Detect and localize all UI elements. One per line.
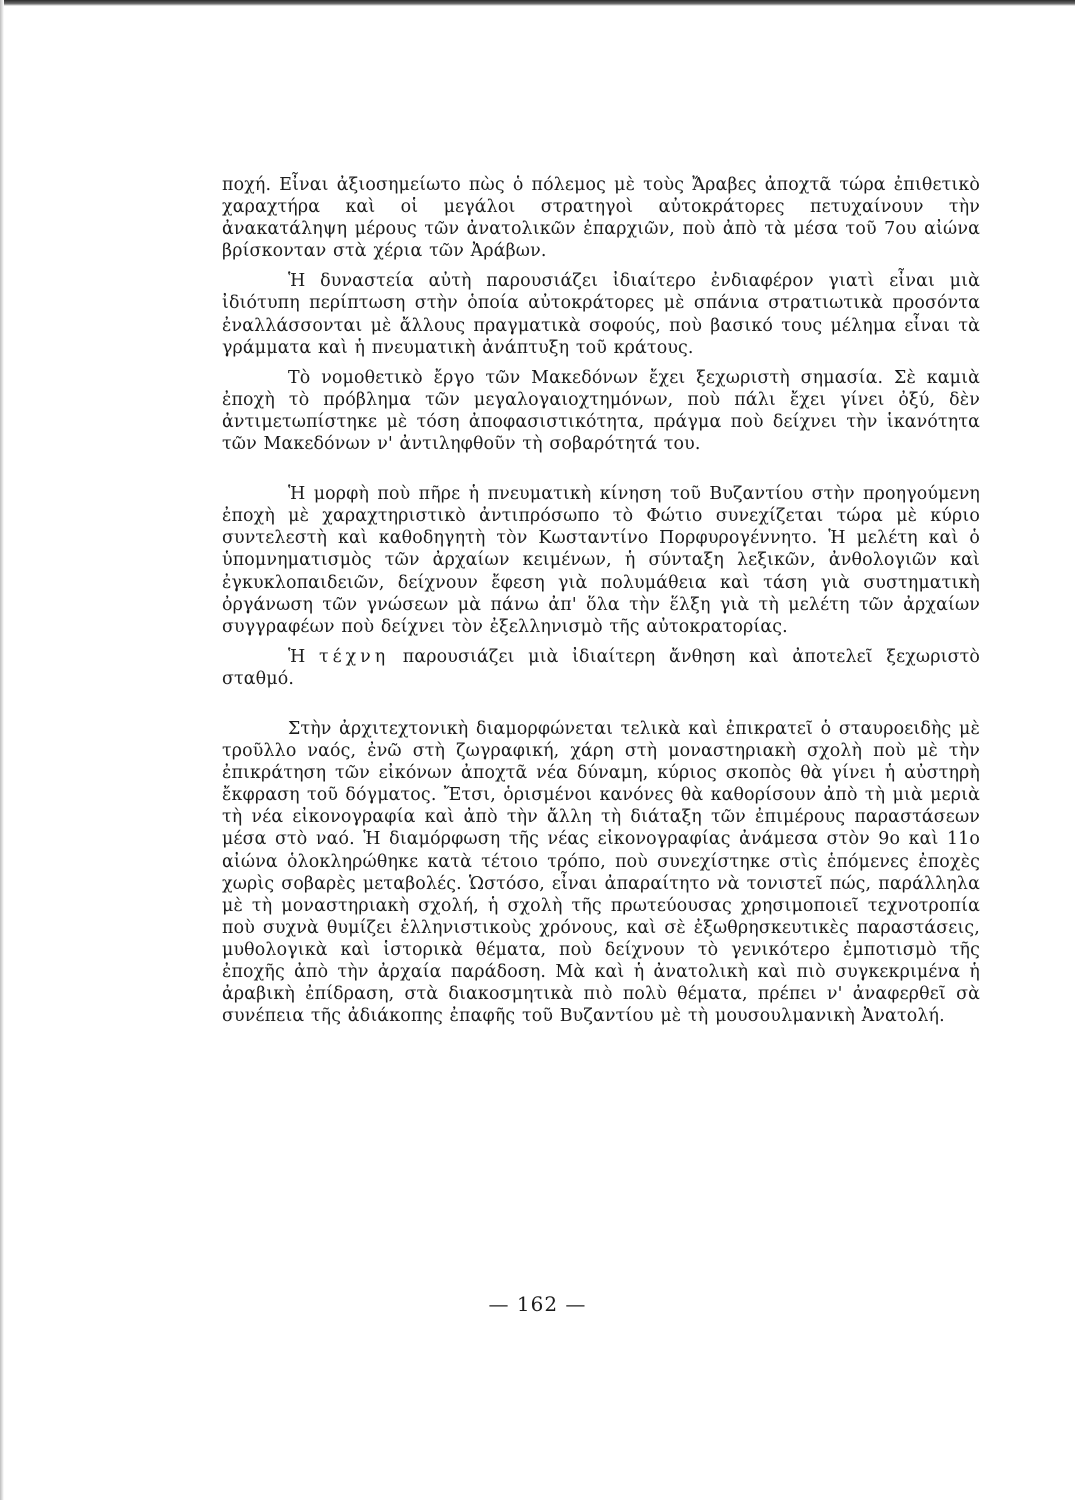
- paragraph-architecture-painting: Στὴν ἀρχιτεχτονικὴ διαμορφώνεται τελικὰ καὶ ἐπικρατεῖ ὁ σταυροειδὴς μὲ τροῦλλο ναός, ἐνῶ στὴ ζωγραφική, χάρη στὴ μοναστηριακὴ σχολὴ ποὺ μὲ τὴν ἐπικράτηση τῶν εἰκόνων ἀποχτᾶ νέα δύναμη, κύριος σκοπὸς θὰ γίνει ἡ αὐστηρὴ ἔκφραση τοῦ δόγματος. Ἔτσι, ὁρισμένοι κανόνες θὰ καθορίσουν ἀπὸ τὴ μιὰ μεριὰ τὴ νέα εἰκονογραφία καὶ ἀπὸ τὴν ἄλλη τὴ διάταξη τῶν ἐπιμέρους παραστάσεων μέσα στὸ ναό. Ἡ διαμόρφωση τῆς νέας εἰκονογραφίας ἀνάμεσα στὸν 9ο καὶ 11ο αἰώνα ὁλοκληρώθηκε κατὰ τέτοιο τρόπο, ποὺ συνεχίστηκε στὶς ἑπόμενες ἐποχὲς χωρὶς σοβαρὲς μεταβολές. Ὡστόσο, εἶναι ἀπαραίτητο νὰ τονιστεῖ πώς, παράλληλα μὲ τὴ μοναστηριακὴ σχολή, ἡ σχολὴ τῆς πρωτεύουσας χρησιμοποιεῖ τεχνοτροπία ποὺ συχνὰ θυμίζει ἑλληνιστικοὺς χρόνους, καὶ σὲ ἐξωθρησκευτικὲς παραστάσεις, μυθολογικὰ καὶ ἱστορικὰ θέματα, ποὺ δείχνουν τὸ γενικότερο ἐμποτισμὸ τῆς ἐποχῆς ἀπὸ τὴν ἀρχαία παράδοση. Μὰ καὶ ἡ ἀνατολικὴ καὶ πιὸ συγκεκριμένα ἡ ἀραβικὴ ἐπίδραση, στὰ διακοσμητικὰ πιὸ πολὺ θέματα, πρέπει ν' ἀναφερθεῖ σὰ συνέπεια τῆς ἀδιάκοπης ἐπαφῆς τοῦ Βυζαντίου μὲ τὴ μουσουλμανικὴ Ἀνατολή.: [222, 718, 980, 1027]
- page-body: [222, 174, 980, 1027]
- page-number: — 162 —: [488, 1292, 587, 1316]
- scan-top-edge: [0, 0, 1075, 6]
- paragraph-dynasty: Ἡ δυναστεία αὐτὴ παρουσιάζει ἰδιαίτερο ἐνδιαφέρον γιατὶ εἶναι μιὰ ἰδιότυπη περίπτωση στὴν ὁποία αὐτοκράτορες μὲ σπάνια στρατιωτικὰ προσόντα ἐναλλάσσονται μὲ ἄλλους πραγματικὰ σοφούς, ποὺ βασικό τους μέλημα εἶναι τὰ γράμματα καὶ ἡ πνευματικὴ ἀνάπτυξη τοῦ κράτους.: [222, 271, 980, 358]
- paragraph-arab-wars: ποχή. Εἶναι ἀξιοσημείωτο πὼς ὁ πόλεμος μὲ τοὺς Ἄραβες ἀποχτᾶ τώρα ἐπιθετικὸ χαραχτήρα καὶ οἱ μεγάλοι στρατηγοὶ αὐτοκράτορες πετυχαίνουν τὴν ἀνακατάληψη μέρους τῶν ἀνατολικῶν ἐπαρχιῶν, ποὺ ἀπὸ τὰ μέσα τοῦ 7ου αἰώνα βρίσκονταν στὰ χέρια τῶν Ἀράβων.: [222, 175, 980, 262]
- art-lead: Ἡ: [288, 646, 306, 667]
- paragraph-legislation: Τὸ νομοθετικὸ ἔργο τῶν Μακεδόνων ἔχει ξεχωριστὴ σημασία. Σὲ καμιὰ ἐποχὴ τὸ πρόβλημα τῶν μεγαλογαιοχτημόνων, ποὺ πάλι ἔχει γίνει ὀξύ, δὲν ἀντιμετωπίστηκε μὲ τόση ἀποφασιστικότητα, πράγμα ποὺ δείχνει τὴν ἱκανότητα τῶν Μακεδόνων ν' ἀντιληφθοῦν τὴ σοβαρότητά του.: [222, 367, 980, 455]
- paragraph-art: [222, 646, 980, 690]
- paragraph-intellectual-movement: Ἡ μορφὴ ποὺ πῆρε ἡ πνευματικὴ κίνηση τοῦ Βυζαντίου στὴν προηγούμενη ἐποχὴ μὲ χαραχτηριστικὸ ἀντιπρόσωπο τὸ Φώτιο συνεχίζεται τώρα μὲ κύριο συντελεστὴ καὶ καθοδηγητὴ τὸν Κωσταντίνο Πορφυρογέννητο. Ἡ μελέτη καὶ ὁ ὑπομνηματισμὸς τῶν ἀρχαίων κειμένων, ἡ σύνταξη λεξικῶν, ἀνθολογιῶν καὶ ἐγκυκλοπαιδειῶν, δείχνουν ἔφεση γιὰ πολυμάθεια καὶ τάση γιὰ συστηματικὴ ὀργάνωση τῶν γνώσεων μὰ πάνω ἀπ' ὅλα τὴν ἕλξη γιὰ τὴ μελέτη τῶν ἀρχαίων συγγραφέων ποὺ δείχνει τὸν ἐξελληνισμὸ τῆς αὐτοκρατορίας.: [222, 484, 980, 637]
- art-word-spaced: τέχνη: [319, 646, 390, 667]
- art-rest: παρουσιάζει μιὰ ἰδιαίτερη ἄνθηση καὶ ἀποτελεῖ ξεχωριστὸ σταθμό.: [222, 646, 981, 689]
- scan-left-shadow: [0, 0, 4, 1500]
